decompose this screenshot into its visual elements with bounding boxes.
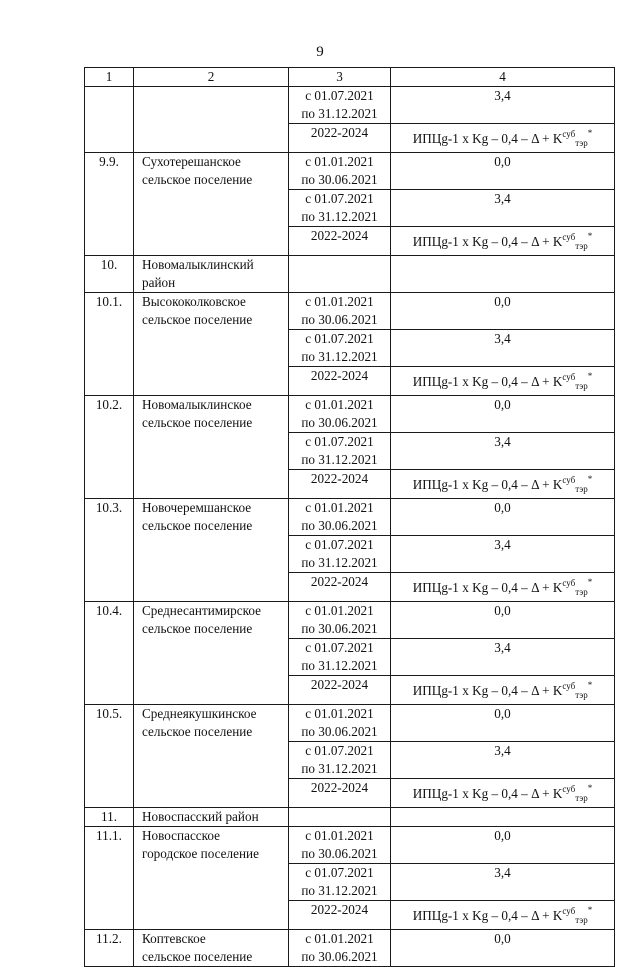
value-cell: 0,0 bbox=[391, 602, 615, 639]
period-line: по 31.12.2021 bbox=[301, 452, 378, 467]
district-row bbox=[85, 808, 615, 827]
row-number bbox=[85, 87, 134, 153]
period-cell bbox=[289, 779, 391, 808]
period-line: по 31.12.2021 bbox=[301, 883, 378, 898]
row-number: 10.2. bbox=[85, 396, 134, 499]
header-cell: 4 bbox=[391, 68, 615, 87]
empty-cell bbox=[391, 808, 615, 827]
value-cell: 3,4 bbox=[391, 864, 615, 901]
period-cell bbox=[289, 676, 391, 705]
header-cell: 1 bbox=[85, 68, 134, 87]
value-cell: 0,0 bbox=[391, 827, 615, 864]
period-line: с 01.01.2021 bbox=[305, 294, 374, 309]
formula-subscript: тэр bbox=[575, 381, 588, 391]
formula bbox=[412, 371, 593, 391]
period-cell bbox=[289, 499, 391, 536]
settlement-name bbox=[134, 705, 289, 808]
value-cell bbox=[391, 676, 615, 705]
formula-base: ИПЦg-1 x Kg – 0,4 – Δ + K bbox=[412, 786, 563, 801]
period-line: 2022-2024 bbox=[310, 780, 369, 795]
period-line: 2022-2024 bbox=[310, 228, 369, 243]
table-row bbox=[85, 827, 615, 864]
district-row bbox=[85, 256, 615, 293]
row-number: 10.4. bbox=[85, 602, 134, 705]
value-cell: 0,0 bbox=[391, 705, 615, 742]
table-row bbox=[85, 396, 615, 433]
name-line: район bbox=[142, 275, 176, 290]
name-line: Среднеякушкинское bbox=[142, 706, 257, 721]
period-line: 2022-2024 bbox=[310, 677, 369, 692]
formula-subscript: тэр bbox=[575, 690, 588, 700]
period-line: по 30.06.2021 bbox=[301, 621, 378, 636]
period-line: по 30.06.2021 bbox=[301, 518, 378, 533]
period-cell bbox=[289, 367, 391, 396]
formula bbox=[412, 680, 593, 700]
row-number: 10.3. bbox=[85, 499, 134, 602]
period-cell bbox=[289, 602, 391, 639]
period-line: по 31.12.2021 bbox=[301, 658, 378, 673]
value-cell bbox=[391, 779, 615, 808]
settlement-name bbox=[134, 930, 289, 967]
value-cell: 3,4 bbox=[391, 742, 615, 779]
formula bbox=[412, 577, 593, 597]
formula-superscript: суб bbox=[562, 232, 576, 242]
formula-subscript: тэр bbox=[575, 241, 588, 251]
formula-superscript: суб bbox=[562, 578, 576, 588]
formula-subscript: тэр bbox=[575, 915, 588, 925]
period-cell bbox=[289, 864, 391, 901]
period-line: по 31.12.2021 bbox=[301, 761, 378, 776]
period-line: по 30.06.2021 bbox=[301, 312, 378, 327]
period-cell bbox=[289, 639, 391, 676]
value-cell: 3,4 bbox=[391, 536, 615, 573]
period-line: по 30.06.2021 bbox=[301, 949, 378, 964]
name-line: Новоспасский район bbox=[142, 809, 259, 824]
empty-cell bbox=[289, 256, 391, 293]
period-cell bbox=[289, 827, 391, 864]
period-cell bbox=[289, 87, 391, 124]
period-line: 2022-2024 bbox=[310, 368, 369, 383]
name-line: городское поселение bbox=[142, 846, 259, 861]
formula-superscript: суб bbox=[562, 784, 576, 794]
name-line: Новочеремшанское bbox=[142, 500, 252, 515]
period-cell bbox=[289, 293, 391, 330]
formula-mark: * bbox=[587, 905, 593, 915]
period-line: с 01.07.2021 bbox=[305, 537, 374, 552]
period-cell bbox=[289, 433, 391, 470]
empty-cell bbox=[289, 808, 391, 827]
value-cell bbox=[391, 573, 615, 602]
district-name bbox=[134, 808, 289, 827]
formula bbox=[412, 474, 593, 494]
period-cell bbox=[289, 330, 391, 367]
period-line: 2022-2024 bbox=[310, 574, 369, 589]
name-line: Коптевское bbox=[142, 931, 206, 946]
table-row bbox=[85, 705, 615, 742]
name-line: сельское поселение bbox=[142, 312, 253, 327]
period-line: по 31.12.2021 bbox=[301, 555, 378, 570]
row-number: 10. bbox=[85, 256, 134, 293]
header-cell: 3 bbox=[289, 68, 391, 87]
settlement-name bbox=[134, 293, 289, 396]
period-cell bbox=[289, 396, 391, 433]
row-number: 11.2. bbox=[85, 930, 134, 967]
name-line: сельское поселение bbox=[142, 415, 253, 430]
value-cell bbox=[391, 124, 615, 153]
formula-mark: * bbox=[587, 680, 593, 690]
name-line: сельское поселение bbox=[142, 949, 253, 964]
row-number: 11. bbox=[85, 808, 134, 827]
row-number: 11.1. bbox=[85, 827, 134, 930]
value-cell: 0,0 bbox=[391, 930, 615, 967]
formula-subscript: тэр bbox=[575, 484, 588, 494]
formula-base: ИПЦg-1 x Kg – 0,4 – Δ + K bbox=[412, 908, 563, 923]
period-line: с 01.07.2021 bbox=[305, 88, 374, 103]
header-cell: 2 bbox=[134, 68, 289, 87]
period-line: с 01.01.2021 bbox=[305, 706, 374, 721]
name-line: сельское поселение bbox=[142, 518, 253, 533]
row-number: 10.1. bbox=[85, 293, 134, 396]
period-cell bbox=[289, 124, 391, 153]
period-line: с 01.01.2021 bbox=[305, 397, 374, 412]
settlement-name bbox=[134, 396, 289, 499]
period-line: по 30.06.2021 bbox=[301, 172, 378, 187]
formula-subscript: тэр bbox=[575, 587, 588, 597]
period-cell bbox=[289, 705, 391, 742]
period-line: с 01.07.2021 bbox=[305, 743, 374, 758]
value-cell bbox=[391, 470, 615, 499]
formula-superscript: суб bbox=[562, 129, 576, 139]
period-line: с 01.01.2021 bbox=[305, 931, 374, 946]
period-cell bbox=[289, 573, 391, 602]
period-line: с 01.07.2021 bbox=[305, 434, 374, 449]
period-line: по 30.06.2021 bbox=[301, 724, 378, 739]
formula-mark: * bbox=[587, 231, 593, 241]
formula-base: ИПЦg-1 x Kg – 0,4 – Δ + K bbox=[412, 683, 563, 698]
name-line: Высококолковское bbox=[142, 294, 246, 309]
district-name bbox=[134, 256, 289, 293]
name-line: сельское поселение bbox=[142, 724, 253, 739]
formula-base: ИПЦg-1 x Kg – 0,4 – Δ + K bbox=[412, 580, 563, 595]
name-line: сельское поселение bbox=[142, 621, 253, 636]
formula-base: ИПЦg-1 x Kg – 0,4 – Δ + K bbox=[412, 374, 563, 389]
period-line: с 01.07.2021 bbox=[305, 865, 374, 880]
table-row bbox=[85, 87, 615, 124]
value-cell: 3,4 bbox=[391, 330, 615, 367]
value-cell: 3,4 bbox=[391, 190, 615, 227]
period-line: с 01.01.2021 bbox=[305, 500, 374, 515]
period-line: с 01.01.2021 bbox=[305, 154, 374, 169]
period-line: 2022-2024 bbox=[310, 125, 369, 140]
name-line: Новоспасское bbox=[142, 828, 220, 843]
period-line: по 31.12.2021 bbox=[301, 209, 378, 224]
formula bbox=[412, 905, 593, 925]
period-line: с 01.01.2021 bbox=[305, 603, 374, 618]
period-cell bbox=[289, 470, 391, 499]
period-cell bbox=[289, 930, 391, 967]
formula-base: ИПЦg-1 x Kg – 0,4 – Δ + K bbox=[412, 131, 563, 146]
tariff-table bbox=[84, 67, 615, 967]
period-line: 2022-2024 bbox=[310, 902, 369, 917]
period-line: по 31.12.2021 bbox=[301, 106, 378, 121]
period-line: по 31.12.2021 bbox=[301, 349, 378, 364]
value-cell bbox=[391, 367, 615, 396]
value-cell: 0,0 bbox=[391, 293, 615, 330]
row-number: 9.9. bbox=[85, 153, 134, 256]
period-line: с 01.07.2021 bbox=[305, 331, 374, 346]
period-line: по 30.06.2021 bbox=[301, 846, 378, 861]
settlement-name bbox=[134, 602, 289, 705]
formula-subscript: тэр bbox=[575, 793, 588, 803]
table-row bbox=[85, 930, 615, 967]
formula-superscript: суб bbox=[562, 475, 576, 485]
row-number: 10.5. bbox=[85, 705, 134, 808]
table-row bbox=[85, 153, 615, 190]
period-cell bbox=[289, 536, 391, 573]
formula-mark: * bbox=[587, 474, 593, 484]
value-cell bbox=[391, 227, 615, 256]
settlement-name bbox=[134, 153, 289, 256]
empty-cell bbox=[391, 256, 615, 293]
table-row bbox=[85, 499, 615, 536]
name-line: сельское поселение bbox=[142, 172, 253, 187]
table-row bbox=[85, 602, 615, 639]
formula-base: ИПЦg-1 x Kg – 0,4 – Δ + K bbox=[412, 477, 563, 492]
formula bbox=[412, 783, 593, 803]
formula-mark: * bbox=[587, 128, 593, 138]
formula-base: ИПЦg-1 x Kg – 0,4 – Δ + K bbox=[412, 234, 563, 249]
value-cell: 0,0 bbox=[391, 396, 615, 433]
period-cell bbox=[289, 742, 391, 779]
formula bbox=[412, 128, 593, 148]
formula-mark: * bbox=[587, 577, 593, 587]
formula bbox=[412, 231, 593, 251]
name-line: Новомалыклинский bbox=[142, 257, 254, 272]
value-cell: 0,0 bbox=[391, 153, 615, 190]
name-line: Среднесантимирское bbox=[142, 603, 261, 618]
table-row bbox=[85, 293, 615, 330]
period-line: с 01.07.2021 bbox=[305, 640, 374, 655]
value-cell: 3,4 bbox=[391, 87, 615, 124]
period-cell bbox=[289, 153, 391, 190]
value-cell: 3,4 bbox=[391, 433, 615, 470]
period-line: 2022-2024 bbox=[310, 471, 369, 486]
settlement-name bbox=[134, 87, 289, 153]
formula-superscript: суб bbox=[562, 372, 576, 382]
formula-superscript: суб bbox=[562, 906, 576, 916]
name-line: Сухотерешанское bbox=[142, 154, 241, 169]
period-line: с 01.07.2021 bbox=[305, 191, 374, 206]
value-cell: 0,0 bbox=[391, 499, 615, 536]
formula-mark: * bbox=[587, 783, 593, 793]
period-cell bbox=[289, 227, 391, 256]
settlement-name bbox=[134, 499, 289, 602]
formula-subscript: тэр bbox=[575, 138, 588, 148]
period-line: по 30.06.2021 bbox=[301, 415, 378, 430]
formula-superscript: суб bbox=[562, 681, 576, 691]
period-cell bbox=[289, 190, 391, 227]
name-line: Новомалыклинское bbox=[142, 397, 252, 412]
value-cell: 3,4 bbox=[391, 639, 615, 676]
table-body bbox=[85, 68, 615, 967]
table-header-row bbox=[85, 68, 615, 87]
period-line: с 01.01.2021 bbox=[305, 828, 374, 843]
page-number: 9 bbox=[316, 44, 324, 60]
settlement-name bbox=[134, 827, 289, 930]
formula-mark: * bbox=[587, 371, 593, 381]
